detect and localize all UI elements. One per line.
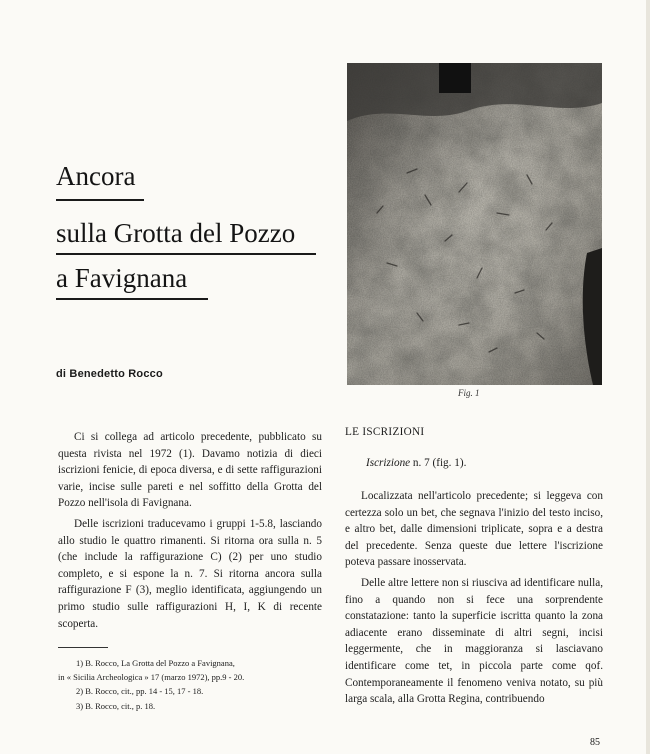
footnote-3: 3) B. Rocco, cit., p. 18. [76, 700, 156, 711]
footnote-rule [58, 647, 108, 648]
figure-caption: Fig. 1 [458, 388, 480, 398]
title-rule-2 [56, 253, 316, 255]
left-column [58, 429, 322, 632]
footnotes [58, 656, 322, 713]
subheading-italic: Iscrizione [366, 457, 411, 469]
article-title-line-2: sulla Grotta del Pozzo [56, 218, 296, 248]
article-title-line-1: Ancora [56, 161, 136, 191]
footnote-2: 2) B. Rocco, cit., pp. 14 - 15, 17 - 18. [76, 686, 204, 697]
body-paragraph: Localizzata nell'articolo precedente; si leggeva con certezza solo un bet, che segnava l'inizio del testo inciso, e altro bet, dalle dimensioni triplicate, sopra e a destra del precedente. Senza queste due lettere l'iscrizione poteva passare inosservata. [345, 490, 603, 569]
title-rule-3 [56, 298, 208, 300]
scan-edge [646, 0, 650, 754]
right-column [345, 488, 603, 708]
cave-wall-photo [347, 63, 602, 385]
section-heading: LE ISCRIZIONI [345, 426, 425, 438]
body-paragraph: Ci si collega ad articolo precedente, pubblicato su questa rivista nel 1972 (1). Davamo notizia di dieci iscrizioni fenicie, di epoca diversa, e di sette raffigurazioni varie, incise sulle pareti e nel soffitto della Grotta del Pozzo nell'isola di Favignana. [58, 431, 322, 510]
article-title-line-3: a Favignana [56, 263, 188, 293]
subheading-rest: n. 7 (fig. 1). [410, 457, 467, 469]
body-paragraph: Delle iscrizioni traducevamo i gruppi 1-5.8, lasciando allo studio le quattro rimanenti. Si ritorna ora sulla n. 5 (che include la raffigurazione C) (2) per uno studio completo, e si espone la n. 7. Si ritorna ancora sulla raffigurazione F (3), meglio identificata, aggiungendo un primo studio sulle raffigurazioni H, I, K di recente scoperta. [58, 517, 322, 630]
page-number: 85 [590, 737, 600, 748]
inscription-subheading [366, 457, 466, 469]
title-rule-1 [56, 199, 144, 201]
author-byline: di Benedetto Rocco [56, 368, 163, 380]
footnote-1-cont: in « Sicilia Archeologica » 17 (marzo 1972), pp.9 - 20. [58, 672, 245, 683]
body-paragraph: Delle altre lettere non si riusciva ad identificare nulla, fino a quando non si fece una sorprendente constatazione: tanto la superficie iscritta quanto la zona adiacente erano disseminate di altri segni, incisi leggermente, che in maggioranza si lasciavano identificare come tet, in piccola parte come qof. Contemporaneamente il fenomeno veniva notato, su più larga scala, alla Grotta Regina, contribuendo [345, 576, 603, 706]
footnote-1: 1) B. Rocco, La Grotta del Pozzo a Favignana, [76, 658, 235, 668]
